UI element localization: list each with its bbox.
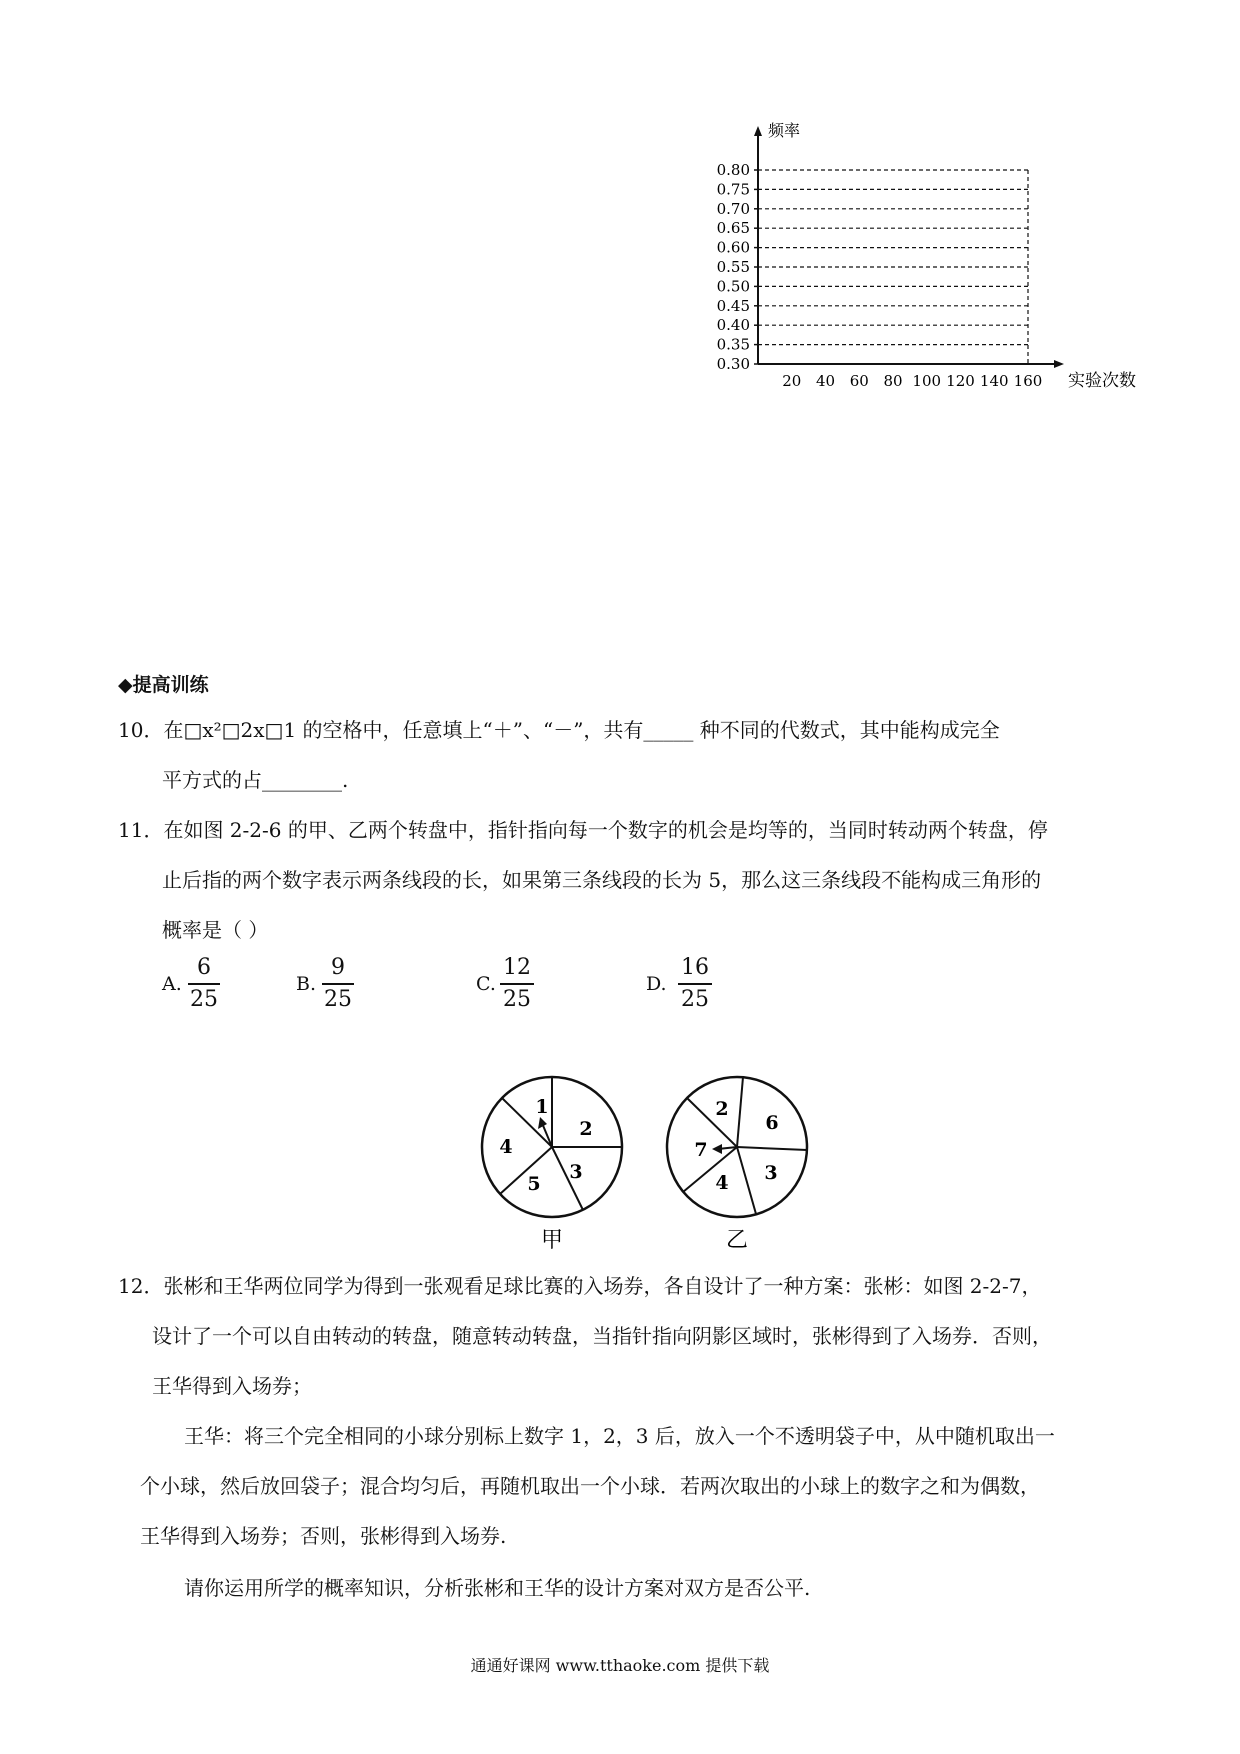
- spinner-jia: [482, 1077, 622, 1253]
- y-tick-label: 0.45: [716, 296, 750, 315]
- frequency-chart: [700, 120, 1140, 400]
- spinner-yi-number-7: 7: [694, 1139, 708, 1161]
- option-d-label: D.: [646, 973, 667, 995]
- q11-line3: 概率是（ ）: [162, 918, 269, 942]
- section-title: ◆提高训练: [118, 674, 209, 696]
- option-b-denominator: 25: [324, 987, 352, 1012]
- y-tick-label: 0.30: [716, 355, 750, 373]
- x-axis-arrow: [1054, 360, 1064, 368]
- y-tick-label: 0.70: [716, 199, 750, 218]
- x-tick-label: 20: [782, 372, 802, 390]
- option-b-numerator: 9: [331, 955, 345, 980]
- option-c-numerator: 12: [503, 955, 531, 980]
- x-tick-label: 40: [815, 372, 836, 390]
- q12-line1: 12．张彬和王华两位同学为得到一张观看足球比赛的入场券，各自设计了一种方案：张彬：如图 2-2-7，: [118, 1274, 1042, 1298]
- q12-line3: 王华得到入场券；: [152, 1374, 312, 1398]
- q12-line2: 设计了一个可以自由转动的转盘，随意转动转盘，当指针指向阴影区域时，张彬得到了入场券．否则，: [152, 1324, 1052, 1348]
- option-d-numerator: 16: [681, 955, 709, 980]
- option-a-numerator: 6: [197, 955, 211, 980]
- spinner-jia-caption: 甲: [540, 1228, 564, 1253]
- q12-line7: 请你运用所学的概率知识，分析张彬和王华的设计方案对双方是否公平.: [184, 1576, 811, 1600]
- q12-line6: 王华得到入场券；否则，张彬得到入场券.: [140, 1524, 507, 1548]
- spinner-yi-number-2: 2: [715, 1098, 729, 1120]
- y-tick-label: 0.80: [716, 161, 750, 179]
- y-tick-label: 0.60: [716, 238, 750, 257]
- option-c-label: C.: [476, 973, 496, 995]
- option-d-denominator: 25: [681, 987, 709, 1012]
- q10-line1: 10．在□x²□2x□1 的空格中，任意填上“＋”、“－”，共有_____ 种不同的代数式，其中能构成完全: [118, 718, 1000, 742]
- spinner-jia-number-1: 1: [535, 1096, 549, 1118]
- x-tick-label: 100: [912, 372, 942, 390]
- spinner-yi-number-4: 4: [715, 1172, 729, 1194]
- spinner-yi-number-3: 3: [764, 1162, 778, 1184]
- spinner-yi: [667, 1077, 807, 1253]
- x-tick-label: 60: [849, 372, 869, 390]
- spinner-jia-number-2: 2: [579, 1118, 593, 1140]
- option-d-fraction: [678, 955, 712, 1013]
- y-tick-label: 0.75: [716, 180, 750, 199]
- y-tick-label: 0.35: [716, 335, 750, 354]
- option-a-label: A.: [162, 973, 182, 995]
- y-tick-label: 0.50: [716, 277, 750, 296]
- x-axis-label: 实验次数: [1068, 371, 1136, 391]
- y-tick-label: 0.55: [716, 258, 750, 276]
- option-c-denominator: 25: [503, 987, 531, 1012]
- y-axis-arrow: [754, 126, 762, 136]
- option-b-fraction: [322, 955, 354, 1013]
- spinner-jia-number-5: 5: [527, 1173, 541, 1195]
- spinners-figure: [470, 1075, 840, 1255]
- y-tick-label: 0.40: [716, 316, 750, 335]
- x-tick-label: 160: [1013, 372, 1043, 390]
- y-axis-label: 频率: [768, 121, 801, 140]
- q11-line1: 11．在如图 2-2-6 的甲、乙两个转盘中，指针指向每一个数字的机会是均等的，当同时转动两个转盘，停: [118, 818, 1048, 842]
- y-tick-label: 0.65: [716, 219, 750, 238]
- option-a-denominator: 25: [190, 987, 218, 1012]
- spinner-yi-number-6: 6: [765, 1112, 779, 1134]
- x-tick-label: 120: [946, 372, 975, 390]
- option-c-fraction: [500, 955, 534, 1013]
- spinner-jia-number-3: 3: [569, 1161, 583, 1183]
- footer-source: 通通好课网 www.tthaoke.com 提供下载: [470, 1656, 770, 1675]
- option-a-fraction: [188, 955, 220, 1013]
- q12-line4: 王华：将三个完全相同的小球分别标上数字 1，2，3 后，放入一个不透明袋子中，从中随机取出一: [184, 1424, 1055, 1448]
- q12-line5: 个小球，然后放回袋子；混合均匀后，再随机取出一个小球．若两次取出的小球上的数字之和为偶数，: [140, 1474, 1040, 1498]
- spinner-yi-caption: 乙: [725, 1228, 749, 1253]
- x-tick-label: 80: [883, 372, 903, 390]
- q11-line2: 止后指的两个数字表示两条线段的长，如果第三条线段的长为 5，那么这三条线段不能构成三角形的: [162, 868, 1042, 892]
- spinner-jia-number-4: 4: [499, 1136, 513, 1158]
- x-tick-label: 140: [979, 372, 1009, 390]
- option-b-label: B.: [296, 973, 317, 995]
- q10-line2: 平方式的占________.: [162, 768, 349, 792]
